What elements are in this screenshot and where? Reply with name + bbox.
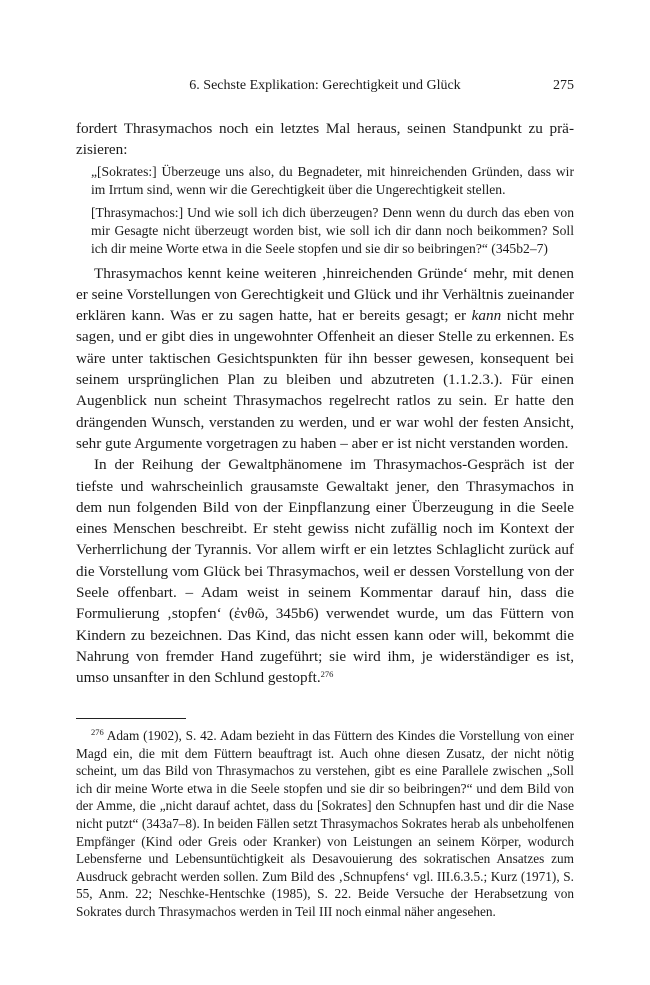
paragraph-2	[76, 454, 574, 688]
quote-sokrates: „[Sokrates:] Überzeuge uns also, du Begnadeter, mit hinreichenden Gründen, dass wir im Irrtum sind, wenn wir die Gerechtigkeit über die Ungerechtigkeit stellen.	[91, 163, 574, 197]
paragraph-1-part-b: nicht mehr sagen, und er gibt dies in ungewohnter Offenheit an dieser Stelle zu erkennen. Es wäre unter taktischen Gesichtspunkten für ihn besser gewesen, konsequent bei seinem ursprünglichen Plan zu bleiben und abzutreten (1.1.2.3.). Für einen Augenblick nun scheint Thrasymachos regelrecht ratlos zu sein. Er hatte den drängenden Wunsch, verstanden zu werden, und er war wohl der festen Ansicht, sehr gute Argumente vorgetragen zu haben – aber er ist nicht verstanden worden.	[76, 307, 574, 452]
footnote	[76, 727, 574, 921]
paragraph-1	[76, 263, 574, 455]
paragraph-2-text: In der Reihung der Gewaltphänomene im Thrasymachos-Gespräch ist der tiefste und wahrscheinlich grausamste Gewaltakt jener, den Thrasymachos in dem nun folgenden Bild von der Einpflanzung einer Überzeugung in die Seele eines Menschen beschreibt. Er steht gewiss nicht zufällig noch im Kontext der Verherrlichung der Tyrannis. Vor allem wirft er ein letztes Schlaglicht zurück auf die Vorstellung vom Glück bei Thrasymachos, weil er dessen Vorstellung von der Seele offenbart. – Adam weist in seinem Kommentar darauf hin, dass die Formulierung ‚stopfen‘ (ἐνθῶ, 345b6) verwendet wurde, um das Füttern von Kindern zu bezeichnen. Das Kind, das nicht essen kann oder will, bekommt die Nahrung von fremder Hand zugeführt; sie wird ihm, je widerständiger es ist, umso unsanfter in den Schlund gestopft.	[76, 456, 574, 687]
intro-paragraph: fordert Thrasymachos noch ein letztes Mal heraus, seinen Standpunkt zu präzisieren:	[76, 120, 574, 159]
footnote-rule	[76, 718, 186, 719]
block-quote	[91, 163, 574, 258]
page-number: 275	[553, 78, 574, 93]
running-title: 6. Sechste Explikation: Gerechtigkeit und Glück	[189, 78, 461, 93]
quote-thrasymachos: [Thrasymachos:] Und wie soll ich dich überzeugen? Denn wenn du durch das eben von mir Gesagte nicht überzeugt worden bist, wie soll ich dir dann noch beikommen? Soll ich dir meine Worte etwa in die Seele stopfen und sie dir so beibringen?“ (345b2–7)	[91, 204, 574, 256]
paragraph-1-part-a: Thrasymachos kennt keine weiteren ‚hinreichenden Gründe‘ mehr, mit denen er seine Vorstellungen von Gerechtigkeit und Glück und ihr Verhältnis zueinander erklären kann. Was er zu sagen hatte, hat er bereits gesagt; er	[76, 264, 574, 325]
footnote-text: Adam (1902), S. 42. Adam bezieht in das Füttern des Kindes die Vorstellung von einer Magd ein, die mit dem Füttern beauftragt ist. Auch ohne diesen Zusatz, der nicht nötig scheint, um das Bild von Thrasymachos zu verstehen, gibt es eine Parallele zwischen „Soll ich dir meine Worte etwa in die Seele stopfen und sie dir so beibringen?“ und dem Bild von der Amme, die „nicht darauf achtet, dass du [Sokrates] den Schnupfen hast und dir die Nase nicht putzt“ (343a7–8). In beiden Fällen setzt Thrasymachos Sokrates herab als unbeholfenen Empfänger (Kind oder Greis oder Kranker) von Leistungen an seinem Körper, wodurch Lebensferne und Lebensuntüchtigkeit als Desavouierung des sokratischen Ansatzes zum Ausdruck gebracht werden sollen. Zum Bild des ‚Schnupfens‘ vgl. III.6.3.5.; Kurz (1971), S. 55, Anm. 22; Neschke-Hentschke (1985), S. 22. Beide Versuche der Herabsetzung von Sokrates durch Thrasymachos werden in Teil III noch einmal näher angesehen.	[76, 728, 574, 919]
main-text	[76, 118, 574, 689]
footnote-reference[interactable]: 276	[320, 669, 334, 680]
footnote-number: 276	[91, 727, 104, 737]
emphasis-kann: kann	[471, 307, 502, 325]
